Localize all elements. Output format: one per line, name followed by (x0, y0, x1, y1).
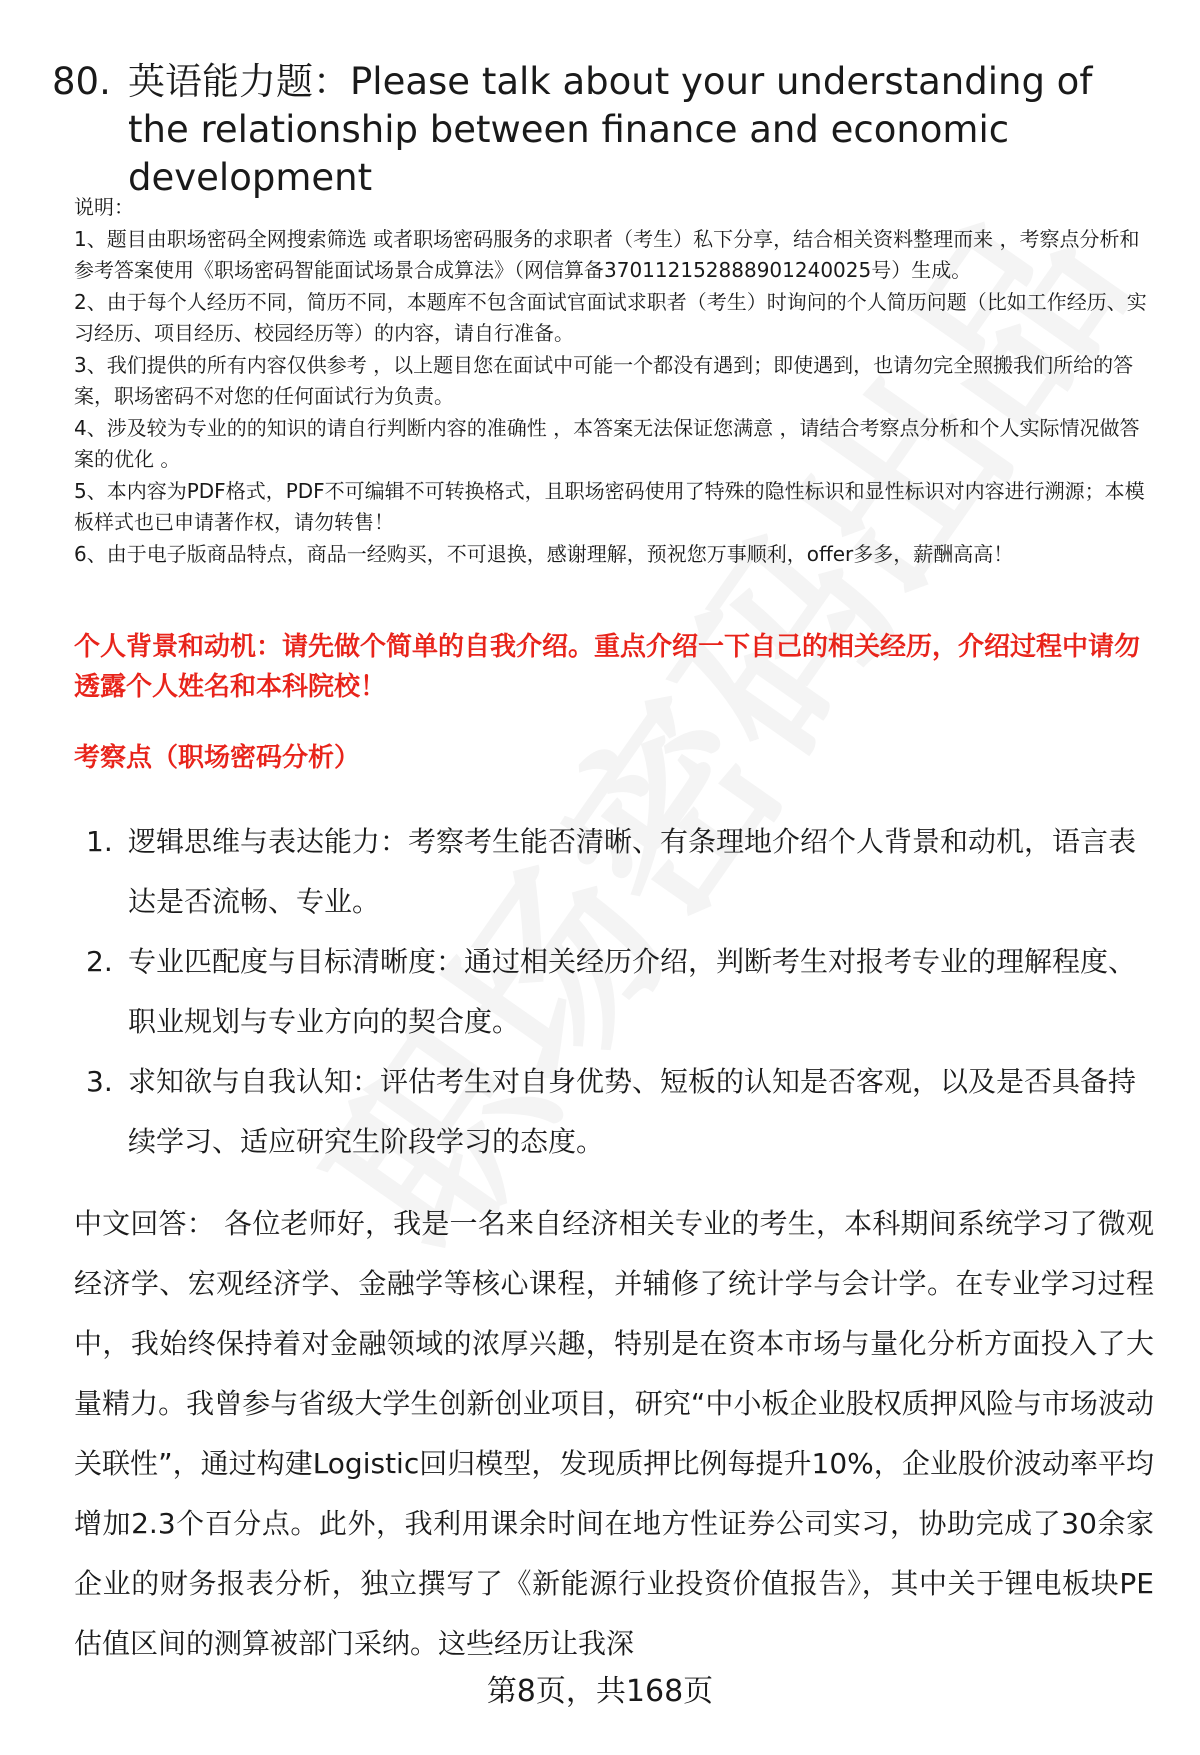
question-title (52, 58, 1162, 202)
notes-label: 说明： (74, 195, 134, 219)
analysis-points-list (74, 812, 1154, 1172)
interview-question-heading: 个人背景和动机：请先做个简单的自我介绍。重点介绍一下自己的相关经历，介绍过程中请勿透露个人姓名和本科院校！ (74, 632, 1141, 702)
note-item: 3、我们提供的所有内容仅供参考 ，以上题目您在面试中可能一个都没有遇到；即使遇到，也请勿完全照搬我们所给的答案，职场密码不对您的任何面试行为负责。 (74, 352, 1134, 408)
note-item: 6、由于电子版商品特点，商品一经购买，不可退换，感谢理解，预祝您万事顺利，offer多多，薪酬高高！ (74, 541, 1014, 566)
note-item: 1、题目由职场密码全网搜索筛选 或者职场密码服务的求职者（考生）私下分享，结合相关资料整理而来 ，考察点分析和参考答案使用《职场密码智能面试场景合成算法》（网信算备370112152888901240025号）生成。 (74, 226, 1140, 282)
notes-section (74, 192, 1154, 570)
point-number: 3. (86, 1065, 113, 1098)
point-number: 2. (86, 945, 113, 978)
question-number: 80. (52, 60, 111, 103)
note-item: 2、由于每个人经历不同，简历不同，本题库不包含面试官面试求职者（考生）时询问的个人简历问题（比如工作经历、实习经历、项目经历、校园经历等）的内容，请自行准备。 (74, 289, 1147, 345)
point-text: 逻辑思维与表达能力：考察考生能否清晰、有条理地介绍个人背景和动机，语言表达是否流畅、专业。 (128, 825, 1137, 918)
page-footer: 第8页，共168页 (486, 1674, 714, 1709)
point-text: 求知欲与自我认知：评估考生对自身优势、短板的认知是否客观，以及是否具备持续学习、适应研究生阶段学习的态度。 (128, 1065, 1137, 1158)
analysis-point (74, 1052, 1154, 1172)
question-text: 英语能力题：Please talk about your understanding of the relationship between finance and economic development (128, 60, 1093, 199)
note-item: 5、本内容为PDF格式，PDF不可编辑不可转换格式，且职场密码使用了特殊的隐性标识和显性标识对内容进行溯源；本模板样式也已申请著作权，请勿转售！ (74, 478, 1145, 534)
point-number: 1. (86, 825, 113, 858)
analysis-point (74, 932, 1154, 1052)
analysis-section-title: 考察点（职场密码分析） (74, 743, 361, 773)
point-text: 专业匹配度与目标清晰度：通过相关经历介绍，判断考生对报考专业的理解程度、职业规划与专业方向的契合度。 (128, 945, 1137, 1038)
analysis-point (74, 812, 1154, 932)
note-item: 4、涉及较为专业的的知识的请自行判断内容的准确性 ，本答案无法保证您满意 ，请结合考察点分析和个人实际情况做答案的优化 。 (74, 415, 1140, 471)
chinese-answer: 中文回答： 各位老师好，我是一名来自经济相关专业的考生，本科期间系统学习了微观经济学、宏观经济学、金融学等核心课程，并辅修了统计学与会计学。在专业学习过程中，我始终保持着对金融领域的浓厚兴趣，特别是在资本市场与量化分析方面投入了大量精力。我曾参与省级大学生创新创业项目，研究“中小板企业股权质押风险与市场波动关联性”，通过构建Logistic回归模型，发现质押比例每提升10%，企业股价波动率平均增加2.3个百分点。此外，我利用课余时间在地方性证券公司实习，协助完成了30余家企业的财务报表分析，独立撰写了《新能源行业投资价值报告》，其中关于锂电板块PE估值区间的测算被部门采纳。这些经历让我深 (74, 1207, 1154, 1660)
